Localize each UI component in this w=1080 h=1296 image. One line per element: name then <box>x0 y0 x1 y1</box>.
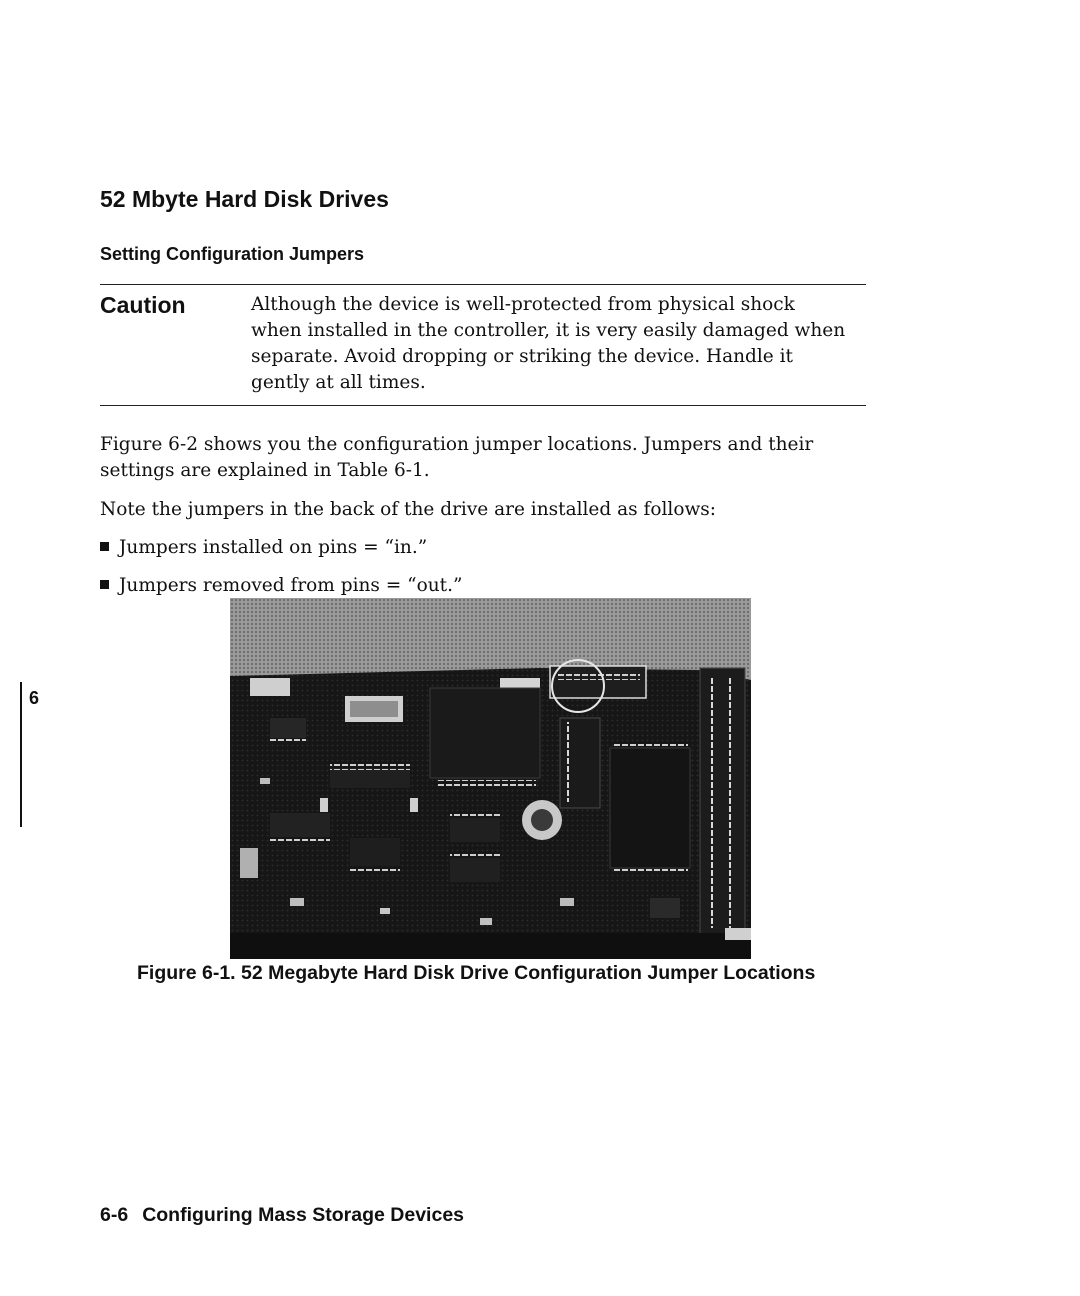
page-footer <box>100 1204 464 1227</box>
circuit-board-photo <box>230 598 751 959</box>
bullet-square-icon <box>100 580 109 589</box>
caution-line: when installed in the controller, it is very easily damaged when <box>251 320 846 341</box>
caution-text <box>251 292 866 396</box>
paragraph-line: settings are explained in Table 6-1. <box>100 460 430 481</box>
bullet-item <box>100 535 427 561</box>
section-title: 52 Mbyte Hard Disk Drives <box>100 186 389 212</box>
caution-rule-bottom <box>100 405 866 406</box>
body-paragraph <box>100 432 866 484</box>
page-number: 6-6 <box>100 1204 129 1226</box>
body-paragraph <box>100 497 866 523</box>
bullet-square-icon <box>100 542 109 551</box>
paragraph-line: Figure 6-2 shows you the configuration jumper locations. Jumpers and their <box>100 434 814 455</box>
caution-line: Although the device is well-protected from physical shock <box>251 294 795 315</box>
chapter-tab-bar <box>20 682 22 827</box>
bullet-text: Jumpers installed on pins = “in.” <box>119 537 428 558</box>
caution-line: gently at all times. <box>251 372 426 393</box>
bullet-item <box>100 573 462 599</box>
chapter-tab-number: 6 <box>29 688 40 708</box>
bullet-text: Jumpers removed from pins = “out.” <box>119 575 463 596</box>
caution-line: separate. Avoid dropping or striking the device. Handle it <box>251 346 793 367</box>
footer-chapter-title: Configuring Mass Storage Devices <box>142 1204 465 1226</box>
caution-rule-top <box>100 284 866 285</box>
figure-caption: Figure 6-1. 52 Megabyte Hard Disk Drive Configuration Jumper Locations <box>137 962 816 984</box>
paragraph-line: Note the jumpers in the back of the drive are installed as follows: <box>100 499 717 520</box>
subsection-title: Setting Configuration Jumpers <box>100 244 365 264</box>
caution-label: Caution <box>100 292 186 318</box>
